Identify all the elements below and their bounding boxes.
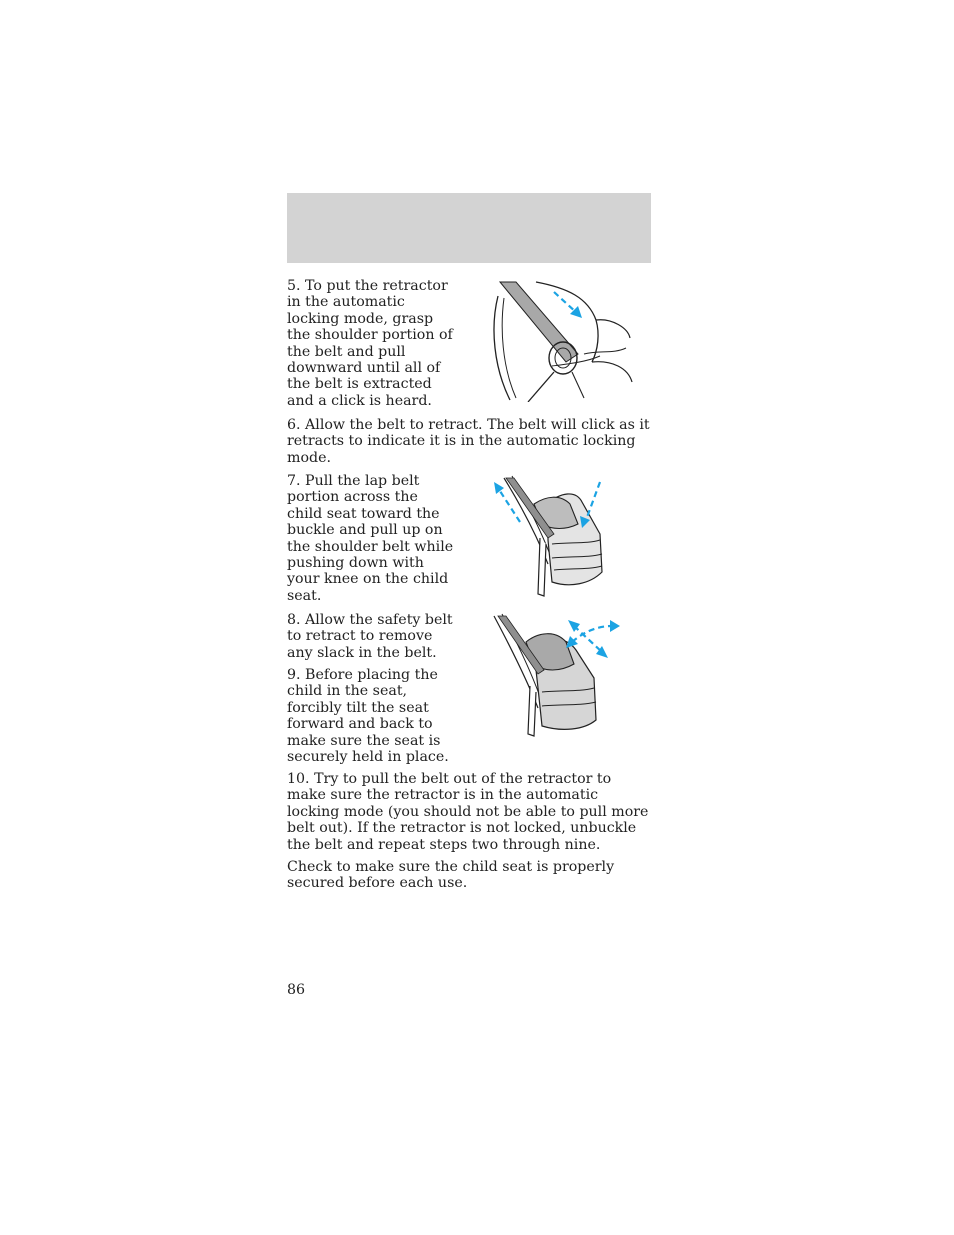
check-text: Check to make sure the child seat is properly secured before each use.	[287, 859, 615, 892]
step-10-text: 10. Try to pull the belt out of the retractor to make sure the retractor is in the automatic locking mode (you should not be able to pull more belt out). If the retractor is not locked, unbuckle the belt and repeat steps two through nine.	[287, 771, 649, 853]
step-6-text: 6. Allow the belt to retract. The belt will click as it retracts to indicate it is in the automatic locking mode.	[287, 417, 650, 466]
child-seat-tilt-illustration	[490, 612, 622, 738]
belt-pull-down-illustration	[488, 278, 636, 402]
step-5-text: 5. To put the retractor in the automatic locking mode, grasp the shoulder portion of the belt and pull downward until all of the belt is extracted and a click is heard.	[287, 278, 453, 409]
page-number: 86	[287, 982, 306, 998]
section-header-band	[287, 193, 651, 263]
step-7-text: 7. Pull the lap belt portion across the child seat toward the buckle and pull up on the shoulder belt while pushing down with your knee on the child seat.	[287, 473, 454, 604]
step-9-text: 9. Before placing the child in the seat, forcibly tilt the seat forward and back to make sure the seat is securely held in place.	[287, 667, 449, 766]
child-seat-belt-tighten-illustration	[490, 474, 610, 598]
step-8-text: 8. Allow the safety belt to retract to remove any slack in the belt.	[287, 612, 453, 661]
